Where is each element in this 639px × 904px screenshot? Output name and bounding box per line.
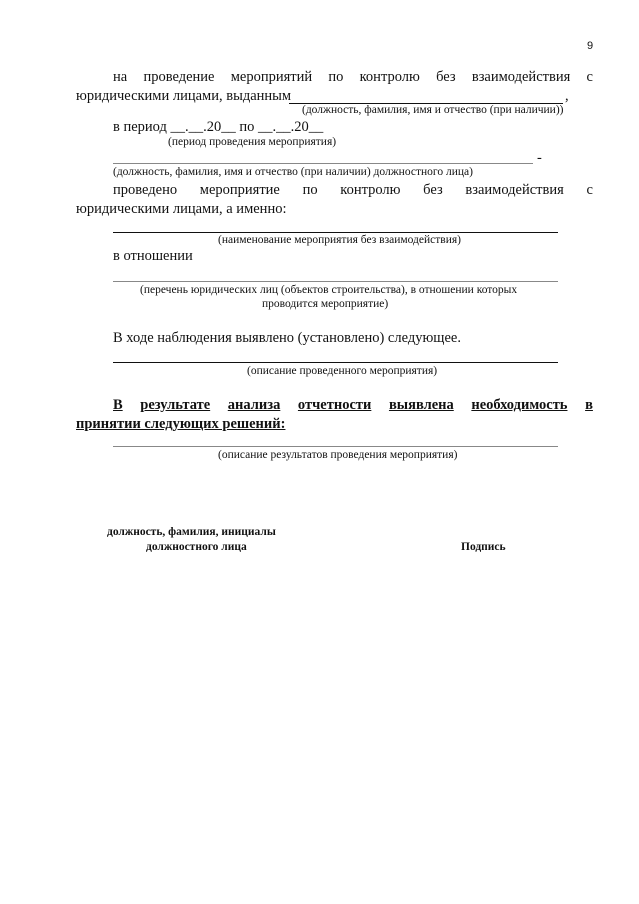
word: мероприятий bbox=[230, 69, 313, 85]
word: взаимодействия bbox=[465, 182, 564, 198]
regarding-caption-1: (перечень юридических лиц (объектов строительства), в отношении которых bbox=[140, 284, 518, 296]
official-blank-line bbox=[113, 163, 533, 164]
activity-caption: (наименование мероприятия без взаимодействия) bbox=[218, 234, 462, 246]
para2-line2: юридическими лицами, а именно: bbox=[76, 201, 287, 217]
regarding-label: в отношении bbox=[113, 248, 193, 264]
observation-caption: (описание проведенного мероприятия) bbox=[247, 365, 438, 377]
para2-line1 bbox=[113, 182, 593, 199]
word: проведение bbox=[143, 69, 215, 85]
regarding-blank-line bbox=[113, 281, 558, 282]
word: проведено bbox=[113, 182, 178, 198]
para1-line2: юридическими лицами, выданным bbox=[76, 88, 292, 104]
period-text: в период __.__.20__ по __.__.20__ bbox=[113, 119, 324, 135]
word: взаимодействия bbox=[471, 69, 571, 85]
word: по bbox=[328, 69, 344, 85]
para1-comma: , bbox=[565, 88, 569, 104]
result-line1 bbox=[113, 397, 593, 414]
issuer-caption: (должность, фамилия, имя и отчество (при наличии)) bbox=[302, 104, 564, 116]
word: контролю bbox=[359, 69, 420, 85]
word: результате bbox=[140, 397, 211, 413]
word: по bbox=[302, 182, 318, 198]
signature-position-line2: должностного лица bbox=[146, 541, 247, 553]
regarding-caption-2: проводится мероприятие) bbox=[262, 298, 389, 310]
signature-label: Подпись bbox=[461, 541, 506, 553]
activity-blank-line bbox=[113, 232, 558, 233]
word: мероприятие bbox=[199, 182, 280, 198]
word: В bbox=[113, 397, 123, 413]
observation-text: В ходе наблюдения выявлено (установлено) следующее. bbox=[113, 330, 461, 346]
word: анализа bbox=[227, 397, 281, 413]
official-caption: (должность, фамилия, имя и отчество (при наличии) должностного лица) bbox=[113, 166, 473, 178]
word: с bbox=[586, 182, 593, 198]
result-blank-line bbox=[113, 446, 558, 447]
result-caption: (описание результатов проведения мероприятия) bbox=[218, 449, 458, 461]
period-caption: (период проведения мероприятия) bbox=[168, 136, 337, 148]
word: выявлена bbox=[388, 397, 454, 413]
result-line2: принятии следующих решений: bbox=[76, 416, 286, 432]
word: без bbox=[423, 182, 443, 198]
word: с bbox=[586, 69, 593, 85]
signature-position-line1: должность, фамилия, инициалы bbox=[107, 526, 276, 538]
word: без bbox=[436, 69, 456, 85]
word: на bbox=[113, 69, 128, 85]
observation-blank-line bbox=[113, 362, 558, 363]
word: отчетности bbox=[297, 397, 372, 413]
word: контролю bbox=[340, 182, 401, 198]
para1-line1 bbox=[113, 69, 593, 86]
official-dash: - bbox=[537, 150, 542, 166]
word: необходимость bbox=[471, 397, 568, 413]
word: в bbox=[585, 397, 593, 413]
page-number: 9 bbox=[587, 40, 594, 52]
